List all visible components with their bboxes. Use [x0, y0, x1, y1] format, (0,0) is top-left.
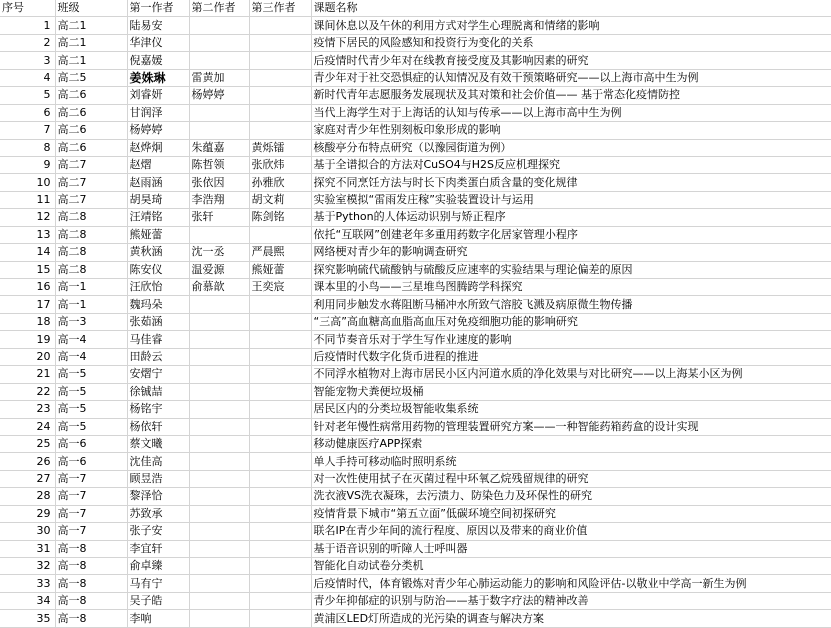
cell-second-author[interactable] [189, 34, 249, 51]
cell-first-author[interactable]: 熊娅蕾 [127, 226, 189, 243]
cell-first-author[interactable]: 陆易安 [127, 17, 189, 34]
cell-third-author[interactable]: 熊娅蕾 [249, 261, 311, 278]
cell-no[interactable]: 35 [0, 610, 55, 627]
table-row [0, 418, 831, 435]
cell-third-author[interactable] [249, 348, 311, 365]
cell-first-author[interactable]: 魏玛朵 [127, 296, 189, 313]
cell-third-author[interactable] [249, 296, 311, 313]
cell-third-author[interactable]: 陈剑铭 [249, 209, 311, 226]
table-row [0, 174, 831, 191]
cell-no[interactable]: 24 [0, 418, 55, 435]
cell-first-author[interactable]: 马有宁 [127, 575, 189, 592]
cell-no[interactable]: 27 [0, 470, 55, 487]
cell-second-author[interactable] [189, 331, 249, 348]
cell-title[interactable]: 对一次性使用拭子在灭菌过程中环氧乙烷残留规律的研究 [311, 470, 831, 487]
cell-class[interactable]: 高一5 [55, 366, 127, 383]
cell-first-author[interactable]: 黄秋涵 [127, 244, 189, 261]
table-row [0, 279, 831, 296]
cell-first-author[interactable]: 汪靖铭 [127, 209, 189, 226]
cell-class[interactable]: 高二8 [55, 244, 127, 261]
cell-third-author[interactable] [249, 453, 311, 470]
cell-second-author[interactable] [189, 488, 249, 505]
table-row [0, 558, 831, 575]
table-row [0, 331, 831, 348]
header-row [0, 0, 831, 17]
cell-second-author[interactable] [189, 383, 249, 400]
table-row [0, 401, 831, 418]
cell-first-author[interactable]: 吴子皓 [127, 592, 189, 609]
cell-class[interactable]: 高一8 [55, 575, 127, 592]
cell-title[interactable]: “三高”高血糖高血脂高血压对免疫细胞功能的影响研究 [311, 313, 831, 330]
cell-title[interactable]: 不同节奏音乐对于学生写作业速度的影响 [311, 331, 831, 348]
cell-title[interactable]: 疫情下居民的风险感知和投资行为变化的关系 [311, 34, 831, 51]
cell-third-author[interactable] [249, 505, 311, 522]
cell-class[interactable]: 高二8 [55, 209, 127, 226]
cell-third-author[interactable] [249, 69, 311, 86]
cell-class[interactable]: 高一5 [55, 418, 127, 435]
cell-first-author[interactable]: 杨铭宇 [127, 401, 189, 418]
cell-third-author[interactable] [249, 122, 311, 139]
cell-title[interactable]: 新时代青年志愿服务发展现状及其对策和社会价值—— 基于常态化疫情防控 [311, 87, 831, 104]
cell-no[interactable]: 14 [0, 244, 55, 261]
cell-second-author[interactable] [189, 592, 249, 609]
cell-no[interactable]: 3 [0, 52, 55, 69]
cell-title[interactable]: 洗衣液VS洗衣凝珠，去污渍力、防染色力及环保性的研究 [311, 488, 831, 505]
cell-title[interactable]: 核酸亭分布特点研究（以豫园街道为例） [311, 139, 831, 156]
cell-third-author[interactable] [249, 470, 311, 487]
cell-no[interactable]: 22 [0, 383, 55, 400]
cell-second-author[interactable] [189, 296, 249, 313]
table-row [0, 540, 831, 557]
cell-no[interactable]: 18 [0, 313, 55, 330]
cell-title[interactable]: 联名IP在青少年间的流行程度、原因以及带来的商业价值 [311, 523, 831, 540]
cell-first-author[interactable]: 汪欣怡 [127, 279, 189, 296]
cell-no[interactable]: 34 [0, 592, 55, 609]
table-row [0, 592, 831, 609]
cell-class[interactable]: 高二6 [55, 122, 127, 139]
cell-first-author[interactable]: 胡昊琦 [127, 191, 189, 208]
cell-third-author[interactable] [249, 366, 311, 383]
table-row [0, 296, 831, 313]
cell-class[interactable]: 高一1 [55, 296, 127, 313]
cell-class[interactable]: 高一8 [55, 540, 127, 557]
cell-no[interactable]: 32 [0, 558, 55, 575]
cell-title[interactable]: 智能化自动试卷分类机 [311, 558, 831, 575]
table-row [0, 17, 831, 34]
cell-third-author[interactable] [249, 17, 311, 34]
table-row [0, 52, 831, 69]
cell-class[interactable]: 高二7 [55, 174, 127, 191]
cell-class[interactable]: 高一1 [55, 279, 127, 296]
cell-title[interactable]: 课本里的小鸟——三星堆鸟图腾跨学科探究 [311, 279, 831, 296]
cell-no[interactable]: 29 [0, 505, 55, 522]
header-cell-second-author[interactable]: 第二作者 [189, 0, 249, 17]
cell-third-author[interactable] [249, 34, 311, 51]
cell-title[interactable]: 探究不同烹饪方法与时长下肉类蛋白质含量的变化规律 [311, 174, 831, 191]
cell-first-author[interactable]: 顾昱浩 [127, 470, 189, 487]
table-row [0, 261, 831, 278]
cell-no[interactable]: 8 [0, 139, 55, 156]
cell-third-author[interactable] [249, 610, 311, 627]
cell-second-author[interactable] [189, 52, 249, 69]
cell-second-author[interactable] [189, 418, 249, 435]
cell-class[interactable]: 高一4 [55, 331, 127, 348]
cell-third-author[interactable]: 孙雅欣 [249, 174, 311, 191]
cell-second-author[interactable] [189, 348, 249, 365]
cell-no[interactable]: 33 [0, 575, 55, 592]
cell-no[interactable]: 11 [0, 191, 55, 208]
cell-title[interactable]: 网络梗对青少年的影响调查研究 [311, 244, 831, 261]
header-cell-class[interactable]: 班级 [55, 0, 127, 17]
cell-title[interactable]: 依托“互联网”创建老年多重用药数字化居家管理小程序 [311, 226, 831, 243]
cell-class[interactable]: 高二6 [55, 104, 127, 121]
cell-second-author[interactable] [189, 470, 249, 487]
cell-third-author[interactable] [249, 435, 311, 452]
table-row [0, 348, 831, 365]
cell-third-author[interactable] [249, 383, 311, 400]
table-row [0, 470, 831, 487]
cell-no[interactable]: 13 [0, 226, 55, 243]
cell-title[interactable]: 探究影响硫代硫酸钠与硫酸反应速率的实验结果与理论偏差的原因 [311, 261, 831, 278]
cell-no[interactable]: 26 [0, 453, 55, 470]
cell-no[interactable]: 21 [0, 366, 55, 383]
cell-second-author[interactable]: 杨婷婷 [189, 87, 249, 104]
table-row [0, 383, 831, 400]
cell-title[interactable]: 黄浦区LED灯所造成的光污染的调查与解决方案 [311, 610, 831, 627]
cell-third-author[interactable]: 张欣炜 [249, 156, 311, 173]
table-row [0, 104, 831, 121]
cell-title[interactable]: 青少年抑郁症的识别与防治——基于数字疗法的精神改善 [311, 592, 831, 609]
table-row [0, 226, 831, 243]
cell-title[interactable]: 实验室模拟“雷雨发庄稼”实验装置设计与运用 [311, 191, 831, 208]
cell-title[interactable]: 移动健康医疗APP探索 [311, 435, 831, 452]
cell-class[interactable]: 高二8 [55, 226, 127, 243]
cell-second-author[interactable] [189, 435, 249, 452]
cell-title[interactable]: 后疫情时代，体育锻炼对青少年心肺运动能力的影响和风险评估-以敬业中学高一新生为例 [311, 575, 831, 592]
cell-first-author[interactable]: 赵雨涵 [127, 174, 189, 191]
cell-no[interactable]: 16 [0, 279, 55, 296]
table-row [0, 69, 831, 86]
cell-second-author[interactable]: 俞慕歆 [189, 279, 249, 296]
cell-no[interactable]: 15 [0, 261, 55, 278]
cell-third-author[interactable] [249, 331, 311, 348]
cell-title[interactable]: 基于Python的人体运动识别与矫正程序 [311, 209, 831, 226]
cell-first-author[interactable]: 安熠宁 [127, 366, 189, 383]
cell-third-author[interactable] [249, 575, 311, 592]
cell-class[interactable]: 高一6 [55, 435, 127, 452]
cell-first-author[interactable]: 黎泽恰 [127, 488, 189, 505]
cell-second-author[interactable] [189, 540, 249, 557]
cell-no[interactable]: 31 [0, 540, 55, 557]
cell-first-author[interactable]: 赵熠 [127, 156, 189, 173]
cell-class[interactable]: 高一6 [55, 453, 127, 470]
cell-second-author[interactable] [189, 226, 249, 243]
header-cell-third-author[interactable]: 第三作者 [249, 0, 311, 17]
cell-no[interactable]: 7 [0, 122, 55, 139]
cell-first-author[interactable]: 张子安 [127, 523, 189, 540]
cell-class[interactable]: 高一5 [55, 383, 127, 400]
cell-second-author[interactable] [189, 366, 249, 383]
cell-no[interactable]: 2 [0, 34, 55, 51]
cell-title[interactable]: 后疫情时代数字化货币进程的推进 [311, 348, 831, 365]
cell-third-author[interactable] [249, 523, 311, 540]
cell-first-author[interactable]: 沈佳高 [127, 453, 189, 470]
cell-no[interactable]: 5 [0, 87, 55, 104]
cell-title[interactable]: 后疫情时代青少年对在线教育接受度及其影响因素的研究 [311, 52, 831, 69]
cell-class[interactable]: 高一5 [55, 401, 127, 418]
cell-second-author[interactable] [189, 104, 249, 121]
cell-first-author[interactable]: 苏致承 [127, 505, 189, 522]
table-row [0, 575, 831, 592]
cell-class[interactable]: 高一7 [55, 505, 127, 522]
cell-third-author[interactable] [249, 558, 311, 575]
cell-title[interactable]: 单人手持可移动临时照明系统 [311, 453, 831, 470]
cell-title[interactable]: 当代上海学生对于上海话的认知与传承——以上海市高中生为例 [311, 104, 831, 121]
cell-second-author[interactable] [189, 505, 249, 522]
cell-first-author[interactable]: 李宜轩 [127, 540, 189, 557]
cell-first-author[interactable]: 甘润泽 [127, 104, 189, 121]
cell-second-author[interactable]: 张轩 [189, 209, 249, 226]
cell-second-author[interactable] [189, 17, 249, 34]
cell-second-author[interactable] [189, 313, 249, 330]
cell-second-author[interactable]: 张依因 [189, 174, 249, 191]
cell-title[interactable]: 课间休息以及午休的利用方式对学生心理脱离和情绪的影响 [311, 17, 831, 34]
cell-second-author[interactable] [189, 575, 249, 592]
cell-class[interactable]: 高二6 [55, 87, 127, 104]
cell-second-author[interactable]: 李浩翔 [189, 191, 249, 208]
cell-class[interactable]: 高一3 [55, 313, 127, 330]
cell-first-author[interactable]: 刘睿妍 [127, 87, 189, 104]
cell-no[interactable]: 6 [0, 104, 55, 121]
cell-third-author[interactable] [249, 592, 311, 609]
cell-class[interactable]: 高二8 [55, 261, 127, 278]
cell-title[interactable]: 针对老年慢性病常用药物的管理装置研究方案——一种智能药箱药盒的设计实现 [311, 418, 831, 435]
cell-title[interactable]: 家庭对青少年性别刻板印象形成的影响 [311, 122, 831, 139]
table-row [0, 435, 831, 452]
table-row [0, 191, 831, 208]
header-cell-title[interactable]: 课题名称 [311, 0, 831, 17]
cell-title[interactable]: 疫情背景下城市“第五立面”低碳环境空间初探研究 [311, 505, 831, 522]
cell-title[interactable]: 青少年对于社交恐惧症的认知情况及有效干预策略研究——以上海市高中生为例 [311, 69, 831, 86]
cell-no[interactable]: 4 [0, 69, 55, 86]
cell-class[interactable]: 高二1 [55, 34, 127, 51]
table-row [0, 122, 831, 139]
cell-second-author[interactable]: 沈一丞 [189, 244, 249, 261]
cell-class[interactable]: 高一8 [55, 558, 127, 575]
cell-third-author[interactable] [249, 401, 311, 418]
cell-third-author[interactable]: 严晨熙 [249, 244, 311, 261]
cell-third-author[interactable] [249, 104, 311, 121]
cell-second-author[interactable] [189, 122, 249, 139]
cell-class[interactable]: 高二7 [55, 191, 127, 208]
header-cell-first-author[interactable]: 第一作者 [127, 0, 189, 17]
cell-third-author[interactable] [249, 418, 311, 435]
table-row [0, 34, 831, 51]
cell-no[interactable]: 17 [0, 296, 55, 313]
cell-title[interactable]: 不同浮水植物对上海市居民小区内河道水质的净化效果与对比研究——以上海某小区为例 [311, 366, 831, 383]
cell-class[interactable]: 高一7 [55, 488, 127, 505]
cell-first-author[interactable]: 姜姝琳 [127, 69, 189, 86]
cell-no[interactable]: 12 [0, 209, 55, 226]
cell-no[interactable]: 9 [0, 156, 55, 173]
cell-no[interactable]: 30 [0, 523, 55, 540]
cell-third-author[interactable] [249, 313, 311, 330]
cell-title[interactable]: 居民区内的分类垃圾智能收集系统 [311, 401, 831, 418]
table-row [0, 523, 831, 540]
cell-first-author[interactable]: 赵烨炯 [127, 139, 189, 156]
cell-class[interactable]: 高一8 [55, 592, 127, 609]
cell-second-author[interactable] [189, 453, 249, 470]
cell-third-author[interactable] [249, 87, 311, 104]
cell-no[interactable]: 23 [0, 401, 55, 418]
cell-title[interactable]: 基于语音识别的听障人士呼叫器 [311, 540, 831, 557]
header-cell-no[interactable]: 序号 [0, 0, 55, 17]
cell-class[interactable]: 高一4 [55, 348, 127, 365]
cell-third-author[interactable]: 胡文莉 [249, 191, 311, 208]
cell-third-author[interactable] [249, 226, 311, 243]
table-row [0, 366, 831, 383]
table-row [0, 610, 831, 627]
cell-class[interactable]: 高二1 [55, 52, 127, 69]
cell-second-author[interactable] [189, 558, 249, 575]
cell-first-author[interactable]: 华津仪 [127, 34, 189, 51]
cell-no[interactable]: 25 [0, 435, 55, 452]
cell-class[interactable]: 高一8 [55, 610, 127, 627]
cell-class[interactable]: 高二1 [55, 17, 127, 34]
cell-class[interactable]: 高一7 [55, 470, 127, 487]
cell-first-author[interactable]: 俞卓臻 [127, 558, 189, 575]
cell-title[interactable]: 基于全谱拟合的方法对CuSO4与H2S反应机理探究 [311, 156, 831, 173]
cell-third-author[interactable] [249, 52, 311, 69]
cell-first-author[interactable]: 倪嘉媛 [127, 52, 189, 69]
table-row [0, 156, 831, 173]
cell-third-author[interactable] [249, 540, 311, 557]
cell-second-author[interactable]: 雷黄加 [189, 69, 249, 86]
cell-first-author[interactable]: 杨依轩 [127, 418, 189, 435]
cell-third-author[interactable]: 黄烁镭 [249, 139, 311, 156]
cell-third-author[interactable]: 王奕宸 [249, 279, 311, 296]
table-row [0, 505, 831, 522]
cell-first-author[interactable]: 李响 [127, 610, 189, 627]
cell-first-author[interactable]: 张茹涵 [127, 313, 189, 330]
cell-first-author[interactable]: 徐铖喆 [127, 383, 189, 400]
cell-class[interactable]: 高二7 [55, 156, 127, 173]
cell-second-author[interactable] [189, 610, 249, 627]
cell-first-author[interactable]: 杨婷婷 [127, 122, 189, 139]
cell-second-author[interactable] [189, 401, 249, 418]
cell-no[interactable]: 28 [0, 488, 55, 505]
table-row [0, 139, 831, 156]
table-row [0, 244, 831, 261]
cell-class[interactable]: 高一7 [55, 523, 127, 540]
table-row [0, 87, 831, 104]
table-row [0, 453, 831, 470]
cell-third-author[interactable] [249, 488, 311, 505]
cell-no[interactable]: 20 [0, 348, 55, 365]
cell-no[interactable]: 1 [0, 17, 55, 34]
cell-second-author[interactable]: 温爱源 [189, 261, 249, 278]
cell-title[interactable]: 利用同步触发水蒋阻断马桶冲水所致气溶胶飞溅及病原微生物传播 [311, 296, 831, 313]
cell-title[interactable]: 智能宠物犬粪便垃圾桶 [311, 383, 831, 400]
cell-first-author[interactable]: 田龄云 [127, 348, 189, 365]
cell-first-author[interactable]: 蔡文曦 [127, 435, 189, 452]
cell-no[interactable]: 10 [0, 174, 55, 191]
cell-class[interactable]: 高二6 [55, 139, 127, 156]
cell-second-author[interactable] [189, 523, 249, 540]
cell-first-author[interactable]: 陈安仪 [127, 261, 189, 278]
table-row [0, 209, 831, 226]
table-row [0, 488, 831, 505]
cell-class[interactable]: 高二5 [55, 69, 127, 86]
cell-second-author[interactable]: 朱蕴嘉 [189, 139, 249, 156]
cell-second-author[interactable]: 陈哲领 [189, 156, 249, 173]
cell-no[interactable]: 19 [0, 331, 55, 348]
table-row [0, 313, 831, 330]
cell-first-author[interactable]: 马佳睿 [127, 331, 189, 348]
